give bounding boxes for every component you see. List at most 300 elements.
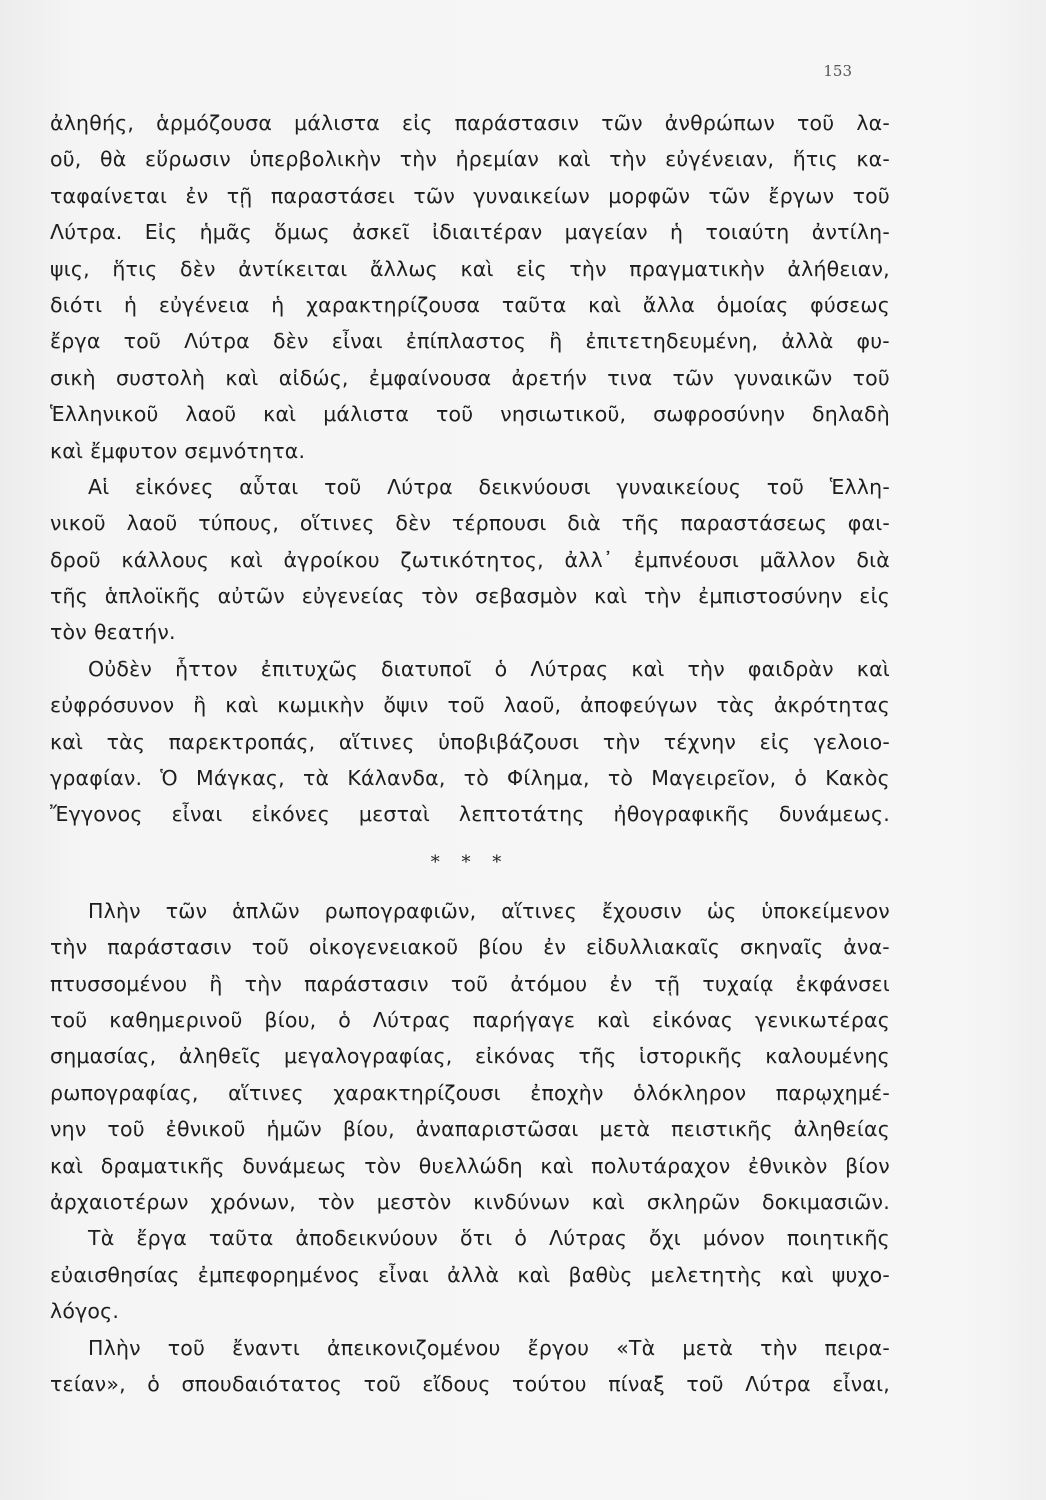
word: βαθὺς — [568, 1262, 633, 1287]
word: τοῦ — [435, 402, 474, 427]
word: καὶ — [517, 1262, 551, 1287]
word: ἐν — [609, 971, 633, 996]
word: Εἰς — [144, 220, 178, 245]
word: τῶν — [601, 111, 643, 135]
word: εὐγένειαν, — [665, 147, 775, 172]
word: αὐτῶν — [217, 584, 285, 609]
text-line — [50, 1111, 890, 1147]
word: Πλὴν — [88, 1335, 141, 1360]
word: καὶ — [591, 1189, 625, 1214]
word: τὴν — [644, 584, 682, 609]
word: τῇ — [654, 971, 681, 996]
word: τοῦ — [766, 474, 805, 499]
text-line — [50, 1184, 890, 1220]
word: ὁ — [147, 1371, 160, 1396]
word: ἡμῶν — [266, 1117, 322, 1142]
word: καὶ — [460, 256, 494, 281]
word: σεμνότητα. — [184, 438, 306, 463]
word: ἡ — [670, 220, 684, 245]
word: ρωπογραφιῶν, — [324, 898, 477, 923]
word: εἶναι — [378, 1262, 430, 1287]
text-line — [50, 614, 890, 650]
word: ὑποκείμενον — [761, 898, 890, 923]
word: ἐμπνέουσι — [633, 547, 740, 572]
page-number: 153 — [823, 62, 852, 80]
word: ὁ — [514, 1226, 528, 1251]
word: τῶν — [672, 365, 715, 390]
word: οἵτινες — [299, 511, 375, 536]
word: πραγματικὴν — [629, 256, 765, 281]
word: οῦ, — [50, 147, 82, 172]
word: βίου, — [342, 1117, 395, 1142]
word: τείαν», — [50, 1371, 126, 1396]
text-line — [50, 1075, 890, 1111]
word: τὴν — [50, 935, 88, 960]
text-line-with-title — [50, 1366, 890, 1402]
word: Ἑλληνικοῦ — [50, 402, 159, 427]
text-line — [50, 578, 890, 614]
word: πτυσσομένου — [50, 971, 188, 996]
word: βίου, — [264, 1007, 317, 1032]
text-line — [50, 105, 890, 141]
word: ὁ — [494, 656, 508, 681]
word: τὴν — [244, 971, 283, 996]
word: θεατήν. — [93, 620, 176, 645]
word: μελετητὴς — [650, 1262, 763, 1287]
word: σωφροσύνην — [653, 402, 786, 427]
word: κινδύνων — [473, 1189, 570, 1214]
word: σκληρῶν — [646, 1189, 741, 1214]
word: καὶ — [631, 656, 665, 681]
text-line — [50, 1220, 890, 1256]
word: γυναικῶν — [734, 365, 833, 390]
word: λόγος. — [50, 1299, 120, 1324]
text-line — [50, 360, 890, 396]
word: «Τὰ — [616, 1335, 656, 1360]
word: διατυποῖ — [380, 656, 472, 681]
text-line-with-titles — [50, 760, 890, 796]
word: τὴν — [602, 729, 641, 754]
word: ἀνα- — [843, 935, 890, 960]
word: νησιωτικοῦ, — [500, 402, 627, 427]
text-line-with-titles — [50, 796, 890, 832]
word: ἁπλοϊκῆς — [104, 584, 201, 609]
word: τὸ — [463, 766, 489, 791]
word: διότι — [50, 292, 103, 317]
word: καὶ — [588, 292, 622, 317]
word: δυνάμεως — [242, 1153, 347, 1178]
word: Φίλημα, — [507, 766, 590, 791]
text-line — [50, 178, 890, 214]
word: ἐν — [543, 935, 567, 960]
word: καὶ — [594, 584, 628, 609]
word: ἐκφάνσει — [795, 971, 890, 996]
text-line — [50, 469, 890, 505]
word: τοῦ — [686, 1371, 724, 1396]
word: Κάλανδα, — [347, 766, 446, 791]
word: ἐπιτετηδευμένη, — [585, 329, 759, 354]
word: κωμικὴν — [277, 693, 365, 718]
word: χρόνων, — [210, 1189, 296, 1214]
word: φαι- — [847, 511, 890, 536]
word: ταφαίνεται — [50, 183, 168, 208]
word: ταῦτα — [208, 1226, 274, 1251]
word: δηλαδὴ — [812, 402, 890, 427]
word: φυ- — [856, 329, 890, 354]
word: ἔργων — [768, 183, 835, 208]
word: ἄλλα — [642, 292, 695, 317]
word: πειστικῆς — [671, 1117, 773, 1142]
text-line — [50, 724, 890, 760]
word: παραστάσεως — [680, 511, 828, 536]
word: ὅμως — [274, 220, 330, 245]
word: δραματικῆς — [100, 1153, 225, 1178]
word: ἢ — [193, 693, 207, 718]
word: παράστασιν — [454, 111, 580, 135]
word: ἔχουσιν — [601, 898, 682, 923]
text-line-with-title — [50, 1330, 890, 1366]
text-line — [50, 214, 890, 250]
word: ὁ — [338, 1007, 351, 1032]
word: λα- — [856, 111, 890, 135]
text-line — [50, 287, 890, 323]
word: ἐν — [185, 183, 209, 208]
word: δεικνύουσι — [478, 474, 591, 499]
word: Ἑλλη- — [829, 474, 890, 499]
word: καὶ — [225, 365, 259, 390]
word: δὲν — [395, 511, 432, 536]
word: τέρπουσι — [451, 511, 547, 536]
word: ἐπίπλαστος — [405, 329, 527, 354]
word: μαγείαν — [564, 220, 648, 245]
word: τὴν — [687, 656, 725, 681]
text-line — [50, 893, 890, 929]
word: εἶναι — [171, 802, 223, 827]
word: μάλιστα — [294, 111, 380, 135]
word: αἵτινες — [228, 1080, 304, 1105]
word: εὐγενείας — [301, 584, 405, 609]
word: χαρακτηρίζουσι — [333, 1080, 501, 1105]
word: παρῳχημέ- — [775, 1080, 890, 1105]
word: σπουδαιότατος — [181, 1371, 343, 1396]
word: λαοῦ — [185, 402, 237, 427]
word: σκηναῖς — [739, 935, 824, 960]
word: νικοῦ — [50, 511, 106, 536]
word: ὄχι — [649, 1226, 681, 1251]
word: καὶ — [557, 147, 591, 172]
word: Λύτρα. — [50, 220, 123, 245]
word: τὸν — [50, 620, 87, 645]
word: ποιητικῆς — [786, 1226, 890, 1251]
section-separator: * * * — [430, 851, 510, 873]
word: μετὰ — [682, 1335, 734, 1360]
word: θυελλώδη — [418, 1153, 523, 1178]
word: παράστασιν — [107, 935, 232, 960]
word: τοῦ — [447, 693, 485, 718]
word: θὰ — [100, 147, 127, 172]
word: καὶ — [229, 547, 263, 572]
word: ἡ — [271, 292, 285, 317]
word: τοῦ — [363, 1371, 401, 1396]
word: τῶν — [708, 183, 751, 208]
word: Μάγκας, — [195, 766, 285, 791]
word: πολυτάραχον — [591, 1153, 731, 1178]
word: ἔργα — [50, 329, 101, 354]
word: ἀλλὰ — [781, 329, 834, 354]
word: δὲν — [180, 256, 216, 281]
text-line — [50, 141, 890, 177]
word: δοκιμασιῶν. — [761, 1189, 890, 1214]
word: μετὰ — [599, 1117, 651, 1142]
word: ἁρμόζουσα — [156, 111, 273, 135]
word: ἡμᾶς — [199, 220, 252, 245]
word: οἰκογενειακοῦ — [308, 935, 459, 960]
word: εἴδους — [422, 1371, 491, 1396]
word: ψυχο- — [831, 1262, 890, 1287]
word: αἰδώς, — [278, 365, 349, 390]
word: τοῦ — [324, 474, 362, 499]
word: σημασίας, — [50, 1044, 157, 1069]
word: φύσεως — [810, 292, 890, 317]
word: ἀναπαριστῶσαι — [415, 1117, 579, 1142]
word: φαιδρὰν — [747, 656, 834, 681]
text-line — [50, 542, 890, 578]
word: Πλὴν — [88, 898, 141, 923]
word: μορφῶν — [608, 183, 691, 208]
word: τῆς — [578, 1044, 617, 1069]
word: ἔργου — [527, 1335, 590, 1360]
word: τὸν — [364, 1153, 402, 1178]
text-line — [50, 651, 890, 687]
word: τούτου — [512, 1371, 587, 1396]
word: τὰς — [716, 693, 755, 718]
word: τέχνην — [663, 729, 737, 754]
word: τοῦ — [167, 1335, 206, 1360]
word: ἀποδεικνύουν — [295, 1226, 439, 1251]
word: μεγαλογραφίας, — [284, 1044, 453, 1069]
word: ἀποφεύγων — [580, 693, 698, 718]
word: καὶ — [50, 1153, 84, 1178]
text-line — [50, 505, 890, 541]
word: εἰκόνας — [652, 1007, 734, 1032]
word: ὡς — [706, 898, 737, 923]
text-line — [50, 323, 890, 359]
word: ἔμφυτον — [90, 438, 178, 463]
word: ὑποβιβάζουσι — [438, 729, 580, 754]
word: ἐπιτυχῶς — [260, 656, 358, 681]
word: αἵτινες — [338, 729, 415, 754]
word: εὐαισθησίας — [50, 1262, 180, 1287]
word: γελοιο- — [813, 729, 890, 754]
word: Λύτρας — [530, 656, 609, 681]
text-line — [50, 687, 890, 723]
word: τῆς — [50, 584, 88, 609]
word: ἀντίλη- — [811, 220, 890, 245]
word: ὁ — [794, 766, 808, 791]
word: ἁπλῶν — [232, 898, 300, 923]
word: τῶν — [413, 183, 455, 208]
word: ἐθνικὸν — [748, 1153, 828, 1178]
word: τὰ — [302, 766, 330, 791]
word: ἱστορικῆς — [639, 1044, 743, 1069]
word: κάλλους — [121, 547, 210, 572]
text-line — [50, 929, 890, 965]
word: πειρα- — [824, 1335, 890, 1360]
word: αὗται — [239, 474, 299, 499]
word: ἰδιαιτέραν — [432, 220, 543, 245]
word: τοῦ — [107, 1117, 145, 1142]
word: διὰ — [567, 511, 601, 536]
word: εἶναι, — [832, 1371, 890, 1396]
word: ἐμπεφορημένος — [197, 1262, 361, 1287]
word: μόνον — [702, 1226, 765, 1251]
word: ὅτι — [459, 1226, 493, 1251]
word: Λύτρα — [387, 474, 453, 499]
word: γυναικείους — [616, 474, 742, 499]
word: ἠθογραφικῆς — [613, 802, 751, 827]
word: τὴν — [569, 256, 607, 281]
text-line — [50, 1293, 890, 1329]
word: ἀλλὰ — [447, 1262, 500, 1287]
word: Λύτρα — [184, 329, 250, 354]
word: ἀρχαιοτέρων — [50, 1189, 189, 1214]
word: εἰς — [516, 256, 547, 281]
word: καθημερινοῦ — [109, 1007, 243, 1032]
word: τῇ — [226, 183, 253, 208]
word: βίου — [478, 935, 524, 960]
word: εἰκόνες — [135, 474, 214, 499]
word: ἀπεικονιζομένου — [327, 1335, 501, 1360]
word: Λύτρας — [549, 1226, 628, 1251]
word: βίον — [845, 1153, 890, 1178]
word: Μαγειρεῖον, — [651, 766, 777, 791]
word: δὲν — [273, 329, 309, 354]
word: Ὁ — [160, 766, 178, 791]
word: ἧττον — [175, 656, 238, 681]
word: ἥτις — [792, 147, 838, 172]
word: τὸν — [421, 584, 459, 609]
word: τοῦ — [450, 971, 489, 996]
word: ἡ — [123, 292, 138, 317]
word: καλουμένης — [765, 1044, 890, 1069]
text-line — [50, 1002, 890, 1038]
word: γενικωτέρας — [754, 1007, 890, 1032]
word: ἥτις — [112, 256, 158, 281]
word: ἀρετήν — [511, 365, 588, 390]
word: καὶ — [50, 438, 84, 463]
word: εὐφρόσυνον — [50, 693, 175, 718]
word: μάλιστα — [323, 402, 410, 427]
word: τῆς — [621, 511, 660, 536]
word: ἀνθρώπων — [664, 111, 775, 135]
word: ἀκρότητας — [773, 693, 890, 718]
word: παραστάσει — [270, 183, 396, 208]
word: ἀντίκειται — [238, 256, 348, 281]
word: τὸν — [317, 1189, 355, 1214]
word: εἰς — [859, 584, 890, 609]
word: ἐμφαίνουσα — [368, 365, 492, 390]
word: παρήγαγε — [472, 1007, 576, 1032]
word: τοῦ — [123, 329, 162, 354]
word: ἀλλ᾽ — [564, 547, 614, 572]
word: Κακὸς — [825, 766, 890, 791]
word: μᾶλλον — [759, 547, 836, 572]
word: τοῦ — [50, 1007, 88, 1032]
word: λαοῦ, — [503, 693, 562, 718]
word: ἀληθής, — [50, 111, 135, 135]
word: εἰκόνας — [474, 1044, 556, 1069]
word: τὰς — [106, 729, 146, 754]
word: δυνάμεως. — [778, 802, 890, 827]
word: καὶ — [225, 693, 259, 718]
text-line — [50, 396, 890, 432]
word: εἰς — [759, 729, 791, 754]
word: ἐμπιστοσύνην — [698, 584, 843, 609]
word: εἰδυλλιακαῖς — [586, 935, 721, 960]
word: ὁλόκληρον — [633, 1080, 747, 1105]
word: τῶν — [165, 898, 208, 923]
word: εὕρωσιν — [145, 147, 231, 172]
word: ἢ — [549, 329, 563, 354]
word: τοιαύτη — [705, 220, 790, 245]
word: Οὐδὲν — [88, 656, 153, 681]
text-line — [50, 966, 890, 1002]
word: ἐθνικοῦ — [165, 1117, 246, 1142]
word: σεβασμὸν — [475, 584, 578, 609]
word: τινα — [607, 365, 653, 390]
word: ψις, — [50, 256, 90, 281]
word: Λύτρα — [745, 1371, 811, 1396]
word: τὸ — [607, 766, 634, 791]
word: συστολὴ — [115, 365, 206, 390]
word: καὶ — [597, 1007, 631, 1032]
word: διὰ — [856, 547, 890, 572]
word: γυναικείων — [473, 183, 590, 208]
text-line — [50, 1038, 890, 1074]
word: Ἔγγονος — [50, 802, 143, 827]
word: καὶ — [50, 729, 84, 754]
word: εἰς — [401, 111, 433, 135]
word: σικὴ — [50, 365, 96, 390]
word: παράστασιν — [304, 971, 429, 996]
word: μεστὸν — [376, 1189, 452, 1214]
word: αἵτινες — [501, 898, 577, 923]
word: καὶ — [540, 1153, 574, 1178]
word: ὑπερβολικὴν — [249, 147, 382, 172]
word: ἀληθείας — [793, 1117, 890, 1142]
word: τὴν — [609, 147, 647, 172]
word: ἀγροίκου — [283, 547, 380, 572]
word: πίναξ — [608, 1371, 665, 1396]
word: ἐποχὴν — [530, 1080, 604, 1105]
text-line — [50, 1257, 890, 1293]
word: παρεκτροπάς, — [168, 729, 316, 754]
word: εἶναι — [331, 329, 383, 354]
word: ζωτικότητος, — [400, 547, 544, 572]
body-text — [50, 105, 890, 1402]
word: ταῦτα — [501, 292, 567, 317]
word: χαρακτηρίζουσα — [306, 292, 481, 317]
word: ὄψιν — [383, 693, 429, 718]
text-line — [50, 1148, 890, 1184]
word: ἔργα — [136, 1226, 187, 1251]
word: καὶ — [263, 402, 297, 427]
word: τοῦ — [796, 111, 835, 135]
word: γραφίαν. — [50, 766, 143, 791]
word: τὴν — [760, 1335, 798, 1360]
word: εὐγένεια — [158, 292, 250, 317]
word: δροῦ — [50, 547, 101, 572]
